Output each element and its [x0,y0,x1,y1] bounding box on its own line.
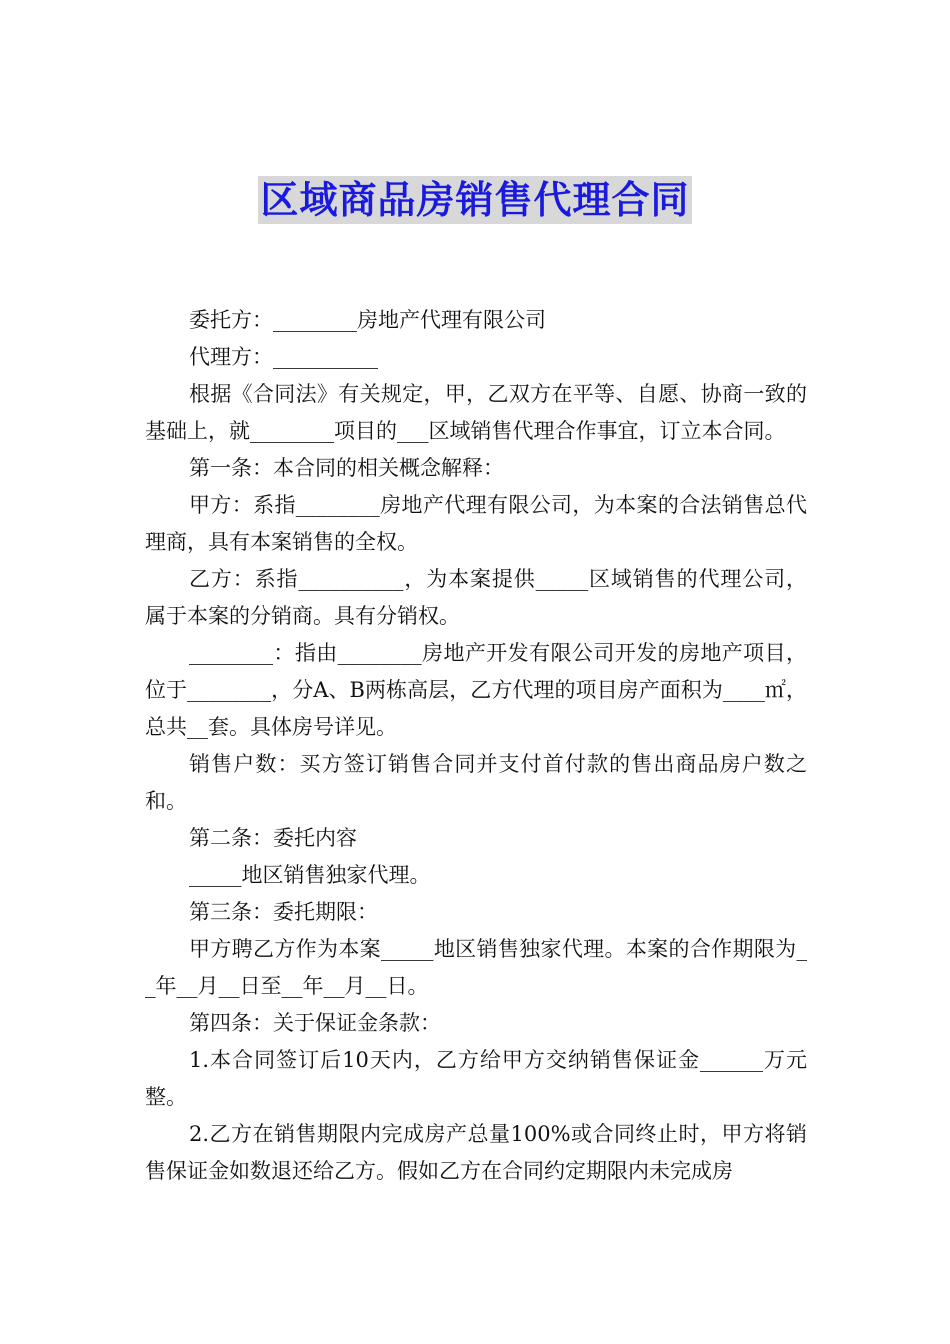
paragraph-commission-content: _____地区销售独家代理。 [189,863,431,887]
paragraph-project: ________：指由________房地产开发有限公司开发的房地产项目，位于________，分A、B两栋高层，乙方代理的项目房产面积为____㎡，总共__套。具体房号详见。 [145,641,807,739]
paragraph-deposit-1: 1.本合同签订后10天内，乙方给甲方交纳销售保证金______万元整。 [145,1048,807,1109]
title-container [0,176,950,224]
paragraph-sales-units: 销售户数：买方签订销售合同并支付首付款的售出商品房户数之和。 [145,752,807,813]
paragraph-preamble: 根据《合同法》有关规定，甲，乙双方在平等、自愿、协商一致的基础上，就________项目的___区域销售代理合作事宜，订立本合同。 [145,382,807,443]
paragraph-client: 委托方：________房地产代理有限公司 [189,308,546,332]
paragraph-party-a: 甲方：系指________房地产代理有限公司，为本案的合法销售总代理商，具有本案销售的全权。 [145,493,807,554]
paragraph-term: 甲方聘乙方作为本案_____地区销售独家代理。本案的合作期限为__年__月__日至__年__月__日。 [145,937,807,998]
article-3-heading: 第三条：委托期限： [189,900,378,924]
paragraph-agent: 代理方：__________ [189,345,378,369]
article-4-heading: 第四条：关于保证金条款： [189,1011,441,1035]
document-title: 区域商品房销售代理合同 [260,178,690,222]
article-2-heading: 第二条：委托内容 [189,826,357,850]
paragraph-deposit-2: 2.乙方在销售期限内完成房产总量100%或合同终止时，甲方将销售保证金如数退还给乙方。假如乙方在合同约定期限内未完成房 [145,1122,807,1183]
paragraph-party-b: 乙方：系指__________，为本案提供_____区域销售的代理公司，属于本案的分销商。具有分销权。 [145,567,807,628]
contract-body [145,302,807,1190]
article-1-heading: 第一条：本合同的相关概念解释： [189,456,504,480]
